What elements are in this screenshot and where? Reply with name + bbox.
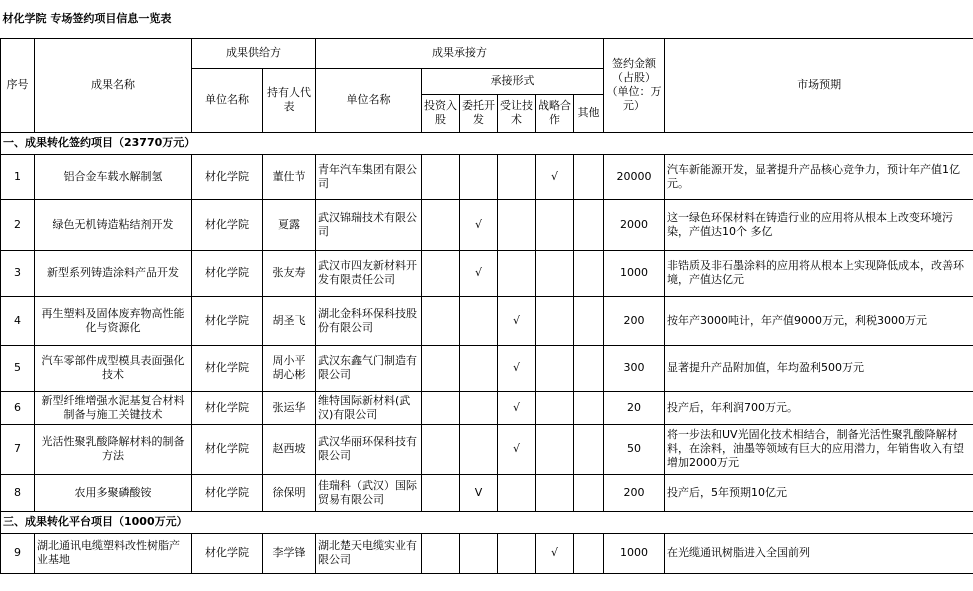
cell-invest — [422, 533, 460, 573]
cell-other — [574, 474, 604, 511]
cell-entrust: √ — [460, 199, 498, 250]
cell-transfer — [498, 533, 536, 573]
cell-receiver: 湖北楚天电缆实业有限公司 — [316, 533, 422, 573]
cell-strategic — [536, 345, 574, 391]
cell-other — [574, 533, 604, 573]
cell-holder: 董仕节 — [263, 154, 316, 199]
cell-receiver: 青年汽车集团有限公司 — [316, 154, 422, 199]
cell-transfer — [498, 154, 536, 199]
cell-holder: 张友寿 — [263, 250, 316, 296]
cell-amount: 200 — [604, 474, 665, 511]
cell-name: 铝合金车载水解制氢 — [35, 154, 192, 199]
cell-unit: 材化学院 — [192, 391, 263, 424]
cell-invest — [422, 250, 460, 296]
header-form-other: 其他 — [574, 94, 604, 132]
cell-no: 2 — [1, 199, 35, 250]
cell-transfer: √ — [498, 345, 536, 391]
section-title: 三、成果转化平台项目（1000万元） — [1, 511, 973, 533]
header-market: 市场预期 — [665, 38, 973, 132]
cell-no: 9 — [1, 533, 35, 573]
cell-unit: 材化学院 — [192, 250, 263, 296]
cell-amount: 1000 — [604, 533, 665, 573]
cell-market: 按年产3000吨计，年产值9000万元，利税3000万元 — [665, 296, 973, 345]
header-forms: 承接形式 — [422, 68, 604, 94]
cell-market: 投产后，年利润700万元。 — [665, 391, 973, 424]
cell-amount: 1000 — [604, 250, 665, 296]
table-row — [1, 345, 973, 391]
section-title: 一、成果转化签约项目（23770万元） — [1, 132, 973, 154]
header-amount: 签约金额（占股）（单位：万元） — [604, 38, 665, 132]
cell-strategic — [536, 424, 574, 474]
cell-receiver: 武汉市四友新材料开发有限责任公司 — [316, 250, 422, 296]
cell-transfer: √ — [498, 391, 536, 424]
cell-name: 新型纤维增强水泥基复合材料制备与施工关键技术 — [35, 391, 192, 424]
cell-entrust — [460, 533, 498, 573]
header-supplier: 成果供给方 — [192, 38, 316, 68]
cell-no: 1 — [1, 154, 35, 199]
cell-name: 湖北通讯电缆塑料改性树脂产业基地 — [35, 533, 192, 573]
cell-other — [574, 199, 604, 250]
cell-other — [574, 250, 604, 296]
cell-market: 在光缆通讯树脂进入全国前列 — [665, 533, 973, 573]
header-form-strategic: 战略合作 — [536, 94, 574, 132]
cell-amount: 20 — [604, 391, 665, 424]
cell-transfer: √ — [498, 296, 536, 345]
cell-strategic — [536, 474, 574, 511]
cell-name: 农用多聚磷酸铵 — [35, 474, 192, 511]
cell-transfer — [498, 474, 536, 511]
table-row — [1, 296, 973, 345]
cell-entrust — [460, 391, 498, 424]
cell-market: 汽车新能源开发，显著提升产品核心竞争力，预计年产值1亿元。 — [665, 154, 973, 199]
cell-receiver: 佳瑞科（武汉）国际贸易有限公司 — [316, 474, 422, 511]
cell-strategic — [536, 250, 574, 296]
cell-entrust — [460, 345, 498, 391]
cell-receiver: 维特国际新材料(武汉)有限公司 — [316, 391, 422, 424]
cell-transfer — [498, 199, 536, 250]
cell-invest — [422, 296, 460, 345]
cell-market: 非锆质及非石墨涂料的应用将从根本上实现降低成本，改善环境，产值达亿元 — [665, 250, 973, 296]
header-form-transfer: 受让技术 — [498, 94, 536, 132]
cell-receiver: 湖北金科环保科技股份有限公司 — [316, 296, 422, 345]
cell-receiver: 武汉锦瑞技术有限公司 — [316, 199, 422, 250]
table-row — [1, 424, 973, 474]
cell-invest — [422, 391, 460, 424]
cell-market: 将一步法和UV光固化技术相结合，制备光活性聚乳酸降解材料，在涂料，油墨等领域有巨大的应用潜力，年销售收入有望增加2000万元 — [665, 424, 973, 474]
cell-no: 3 — [1, 250, 35, 296]
cell-invest — [422, 424, 460, 474]
cell-invest — [422, 474, 460, 511]
cell-invest — [422, 154, 460, 199]
cell-unit: 材化学院 — [192, 345, 263, 391]
table-row — [1, 199, 973, 250]
cell-amount: 300 — [604, 345, 665, 391]
cell-entrust: √ — [460, 250, 498, 296]
header-unit: 单位名称 — [192, 68, 263, 132]
cell-name: 绿色无机铸造粘结剂开发 — [35, 199, 192, 250]
cell-amount: 50 — [604, 424, 665, 474]
header-receiver-unit: 单位名称 — [316, 68, 422, 132]
cell-unit: 材化学院 — [192, 199, 263, 250]
cell-unit: 材化学院 — [192, 474, 263, 511]
cell-entrust — [460, 424, 498, 474]
cell-strategic — [536, 296, 574, 345]
cell-name: 新型系列铸造涂料产品开发 — [35, 250, 192, 296]
cell-entrust — [460, 154, 498, 199]
cell-receiver: 武汉华丽环保科技有限公司 — [316, 424, 422, 474]
cell-other — [574, 345, 604, 391]
cell-holder: 徐保明 — [263, 474, 316, 511]
cell-transfer — [498, 250, 536, 296]
cell-unit: 材化学院 — [192, 424, 263, 474]
cell-no: 4 — [1, 296, 35, 345]
page-title: 材化学院 专场签约项目信息一览表 — [1, 0, 973, 38]
table-row — [1, 533, 973, 573]
cell-name: 光活性聚乳酸降解材料的制备方法 — [35, 424, 192, 474]
cell-name: 汽车零部件成型模具表面强化技术 — [35, 345, 192, 391]
cell-strategic — [536, 199, 574, 250]
cell-invest — [422, 199, 460, 250]
table-row — [1, 391, 973, 424]
cell-market: 这一绿色环保材料在铸造行业的应用将从根本上改变环境污染，产值达10个 多亿 — [665, 199, 973, 250]
cell-market: 投产后，5年预期10亿元 — [665, 474, 973, 511]
cell-other — [574, 391, 604, 424]
cell-amount: 20000 — [604, 154, 665, 199]
cell-strategic: √ — [536, 154, 574, 199]
cell-holder: 张运华 — [263, 391, 316, 424]
table-row — [1, 154, 973, 199]
cell-receiver: 武汉东鑫气门制造有限公司 — [316, 345, 422, 391]
header-form-invest: 投资入股 — [422, 94, 460, 132]
cell-entrust — [460, 296, 498, 345]
cell-amount: 2000 — [604, 199, 665, 250]
header-holder: 持有人代表 — [263, 68, 316, 132]
cell-amount: 200 — [604, 296, 665, 345]
cell-other — [574, 424, 604, 474]
cell-invest — [422, 345, 460, 391]
header-undertaker: 成果承接方 — [316, 38, 604, 68]
header-name: 成果名称 — [35, 38, 192, 132]
table-row — [1, 250, 973, 296]
header-seq: 序号 — [1, 38, 35, 132]
cell-unit: 材化学院 — [192, 533, 263, 573]
header-form-entrust: 委托开发 — [460, 94, 498, 132]
cell-no: 8 — [1, 474, 35, 511]
cell-other — [574, 296, 604, 345]
cell-name: 再生塑料及固体废弃物高性能化与资源化 — [35, 296, 192, 345]
cell-unit: 材化学院 — [192, 296, 263, 345]
cell-no: 5 — [1, 345, 35, 391]
cell-strategic: √ — [536, 533, 574, 573]
cell-market: 显著提升产品附加值，年均盈利500万元 — [665, 345, 973, 391]
cell-holder: 胡圣飞 — [263, 296, 316, 345]
cell-unit: 材化学院 — [192, 154, 263, 199]
cell-transfer: √ — [498, 424, 536, 474]
cell-holder: 夏露 — [263, 199, 316, 250]
cell-strategic — [536, 391, 574, 424]
cell-holder: 周小平 胡心彬 — [263, 345, 316, 391]
cell-holder: 李学锋 — [263, 533, 316, 573]
cell-no: 6 — [1, 391, 35, 424]
cell-entrust: V — [460, 474, 498, 511]
cell-no: 7 — [1, 424, 35, 474]
cell-holder: 赵西坡 — [263, 424, 316, 474]
cell-other — [574, 154, 604, 199]
table-row — [1, 474, 973, 511]
